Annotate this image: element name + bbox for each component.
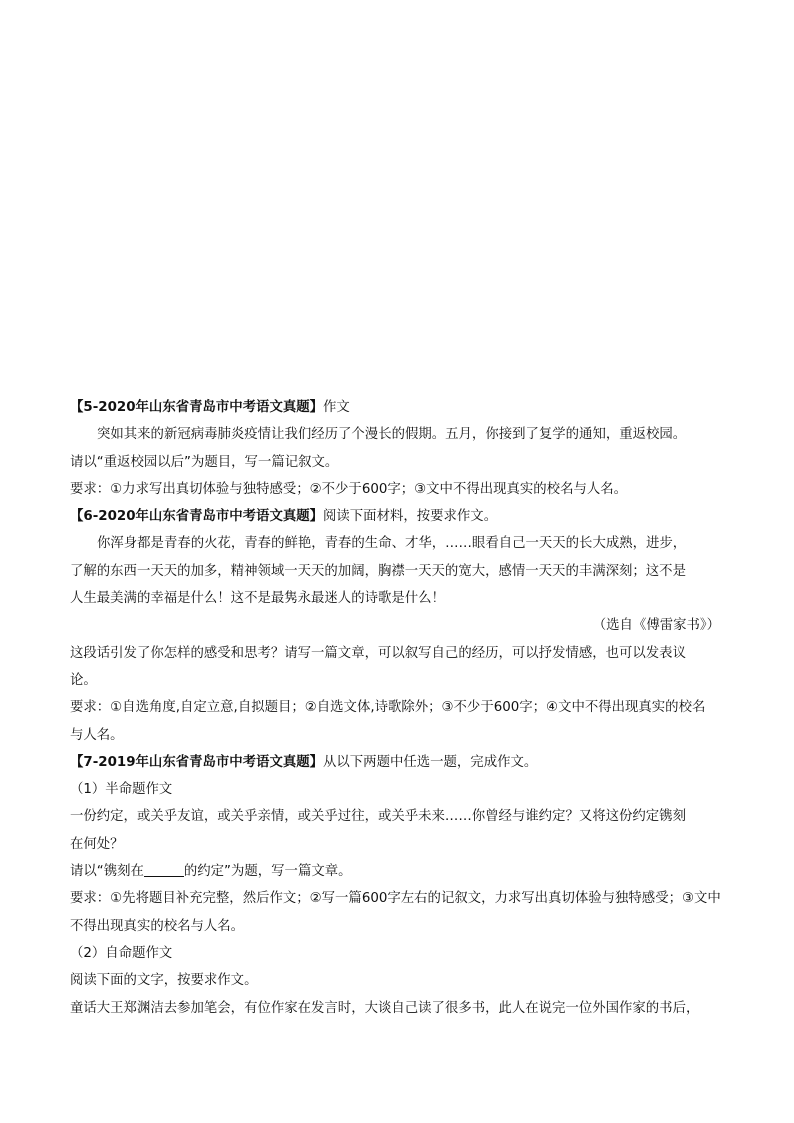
q7-header-suffix: 从以下两题中任选一题，完成作文。 bbox=[323, 754, 538, 770]
q7-sub1-title: （1）半命题作文 bbox=[70, 782, 173, 798]
q7-sub2-title: （2）自命题作文 bbox=[70, 945, 173, 961]
q5-paragraph-2: 请以“重返校园以后”为题目，写一篇记叙文。 bbox=[70, 454, 339, 470]
q7-header-line bbox=[70, 749, 736, 776]
q5-paragraph-1: 突如其来的新冠病毒肺炎疫情让我们经历了个漫长的假期。五月，你接到了复学的通知，重返校园。 bbox=[97, 427, 687, 443]
fill-in-blank bbox=[144, 862, 184, 877]
q6-header-line bbox=[70, 503, 736, 530]
q6-requirements-line-1: 要求：①自选角度,自定立意,自拟题目；②自选文体,诗歌除外；③不少于600字；④文中不得出现真实的校名 bbox=[70, 700, 706, 716]
q5-header: 【5-2020年山东省青岛市中考语文真题】 bbox=[70, 400, 324, 415]
q7-sub1-paragraph-1: 一份约定，或关乎友谊，或关乎亲情，或关乎过往，或关乎未来……你曾经与谁约定？又将这份约定镌刻 bbox=[70, 809, 686, 825]
q6-quote-line-2: 了解的东西一天天的加多，精神领域一天天的加阔，胸襟一天天的宽大，感情一天天的丰满深刻；这不是 bbox=[70, 563, 686, 579]
q6-question-line-2: 论。 bbox=[70, 672, 97, 688]
q7-sub1-requirements-line-2: 不得出现真实的校名与人名。 bbox=[70, 918, 245, 934]
q7-header: 【7-2019年山东省青岛市中考语文真题】 bbox=[70, 754, 324, 770]
q7-sub1-prompt bbox=[70, 858, 736, 885]
q7-sub1-paragraph-2: 在何处？ bbox=[70, 836, 124, 852]
q6-quote-line-3: 人生最美满的幸福是什么！这不是最隽永最迷人的诗歌是什么！ bbox=[70, 591, 445, 607]
q6-requirements-line-2: 与人名。 bbox=[70, 727, 124, 743]
q6-header-suffix: 阅读下面材料，按要求作文。 bbox=[323, 509, 498, 525]
q5-requirements: 要求：①力求写出真切体验与独特感受；②不少于600字；③文中不得出现真实的校名与人名。 bbox=[70, 481, 628, 497]
q7-sub2-paragraph-2: 童话大王郑渊洁去参加笔会，有位作家在发言时，大谈自己读了很多书，此人在说完一位外国作家的书后， bbox=[70, 1000, 700, 1016]
q5-header-line bbox=[70, 394, 736, 421]
q7-sub1-requirements-line-1: 要求：①先将题目补充完整，然后作文；②写一篇600字左右的记叙文，力求写出真切体验与独特感受；③文中 bbox=[70, 891, 721, 907]
q5-header-suffix: 作文 bbox=[323, 400, 350, 415]
q6-source: （选自《傅雷家书》） bbox=[592, 618, 720, 634]
q6-question-line-1: 这段话引发了你怎样的感受和思考？请写一篇文章，可以叙写自己的经历，可以抒发情感，也可以发表议 bbox=[70, 645, 686, 661]
q6-header: 【6-2020年山东省青岛市中考语文真题】 bbox=[70, 509, 324, 525]
q7-sub2-paragraph-1: 阅读下面的文字，按要求作文。 bbox=[70, 973, 258, 989]
document-body bbox=[70, 394, 736, 1022]
q7-sub1-prompt-after: 的约定”为题，写一篇文章。 bbox=[183, 864, 352, 880]
q7-sub1-prompt-before: 请以“镌刻在 bbox=[70, 864, 144, 880]
q6-quote-line-1: 你浑身都是青春的火花，青春的鲜艳，青春的生命、才华，……眼看自己一天天的长大成熟，进步， bbox=[97, 536, 687, 552]
